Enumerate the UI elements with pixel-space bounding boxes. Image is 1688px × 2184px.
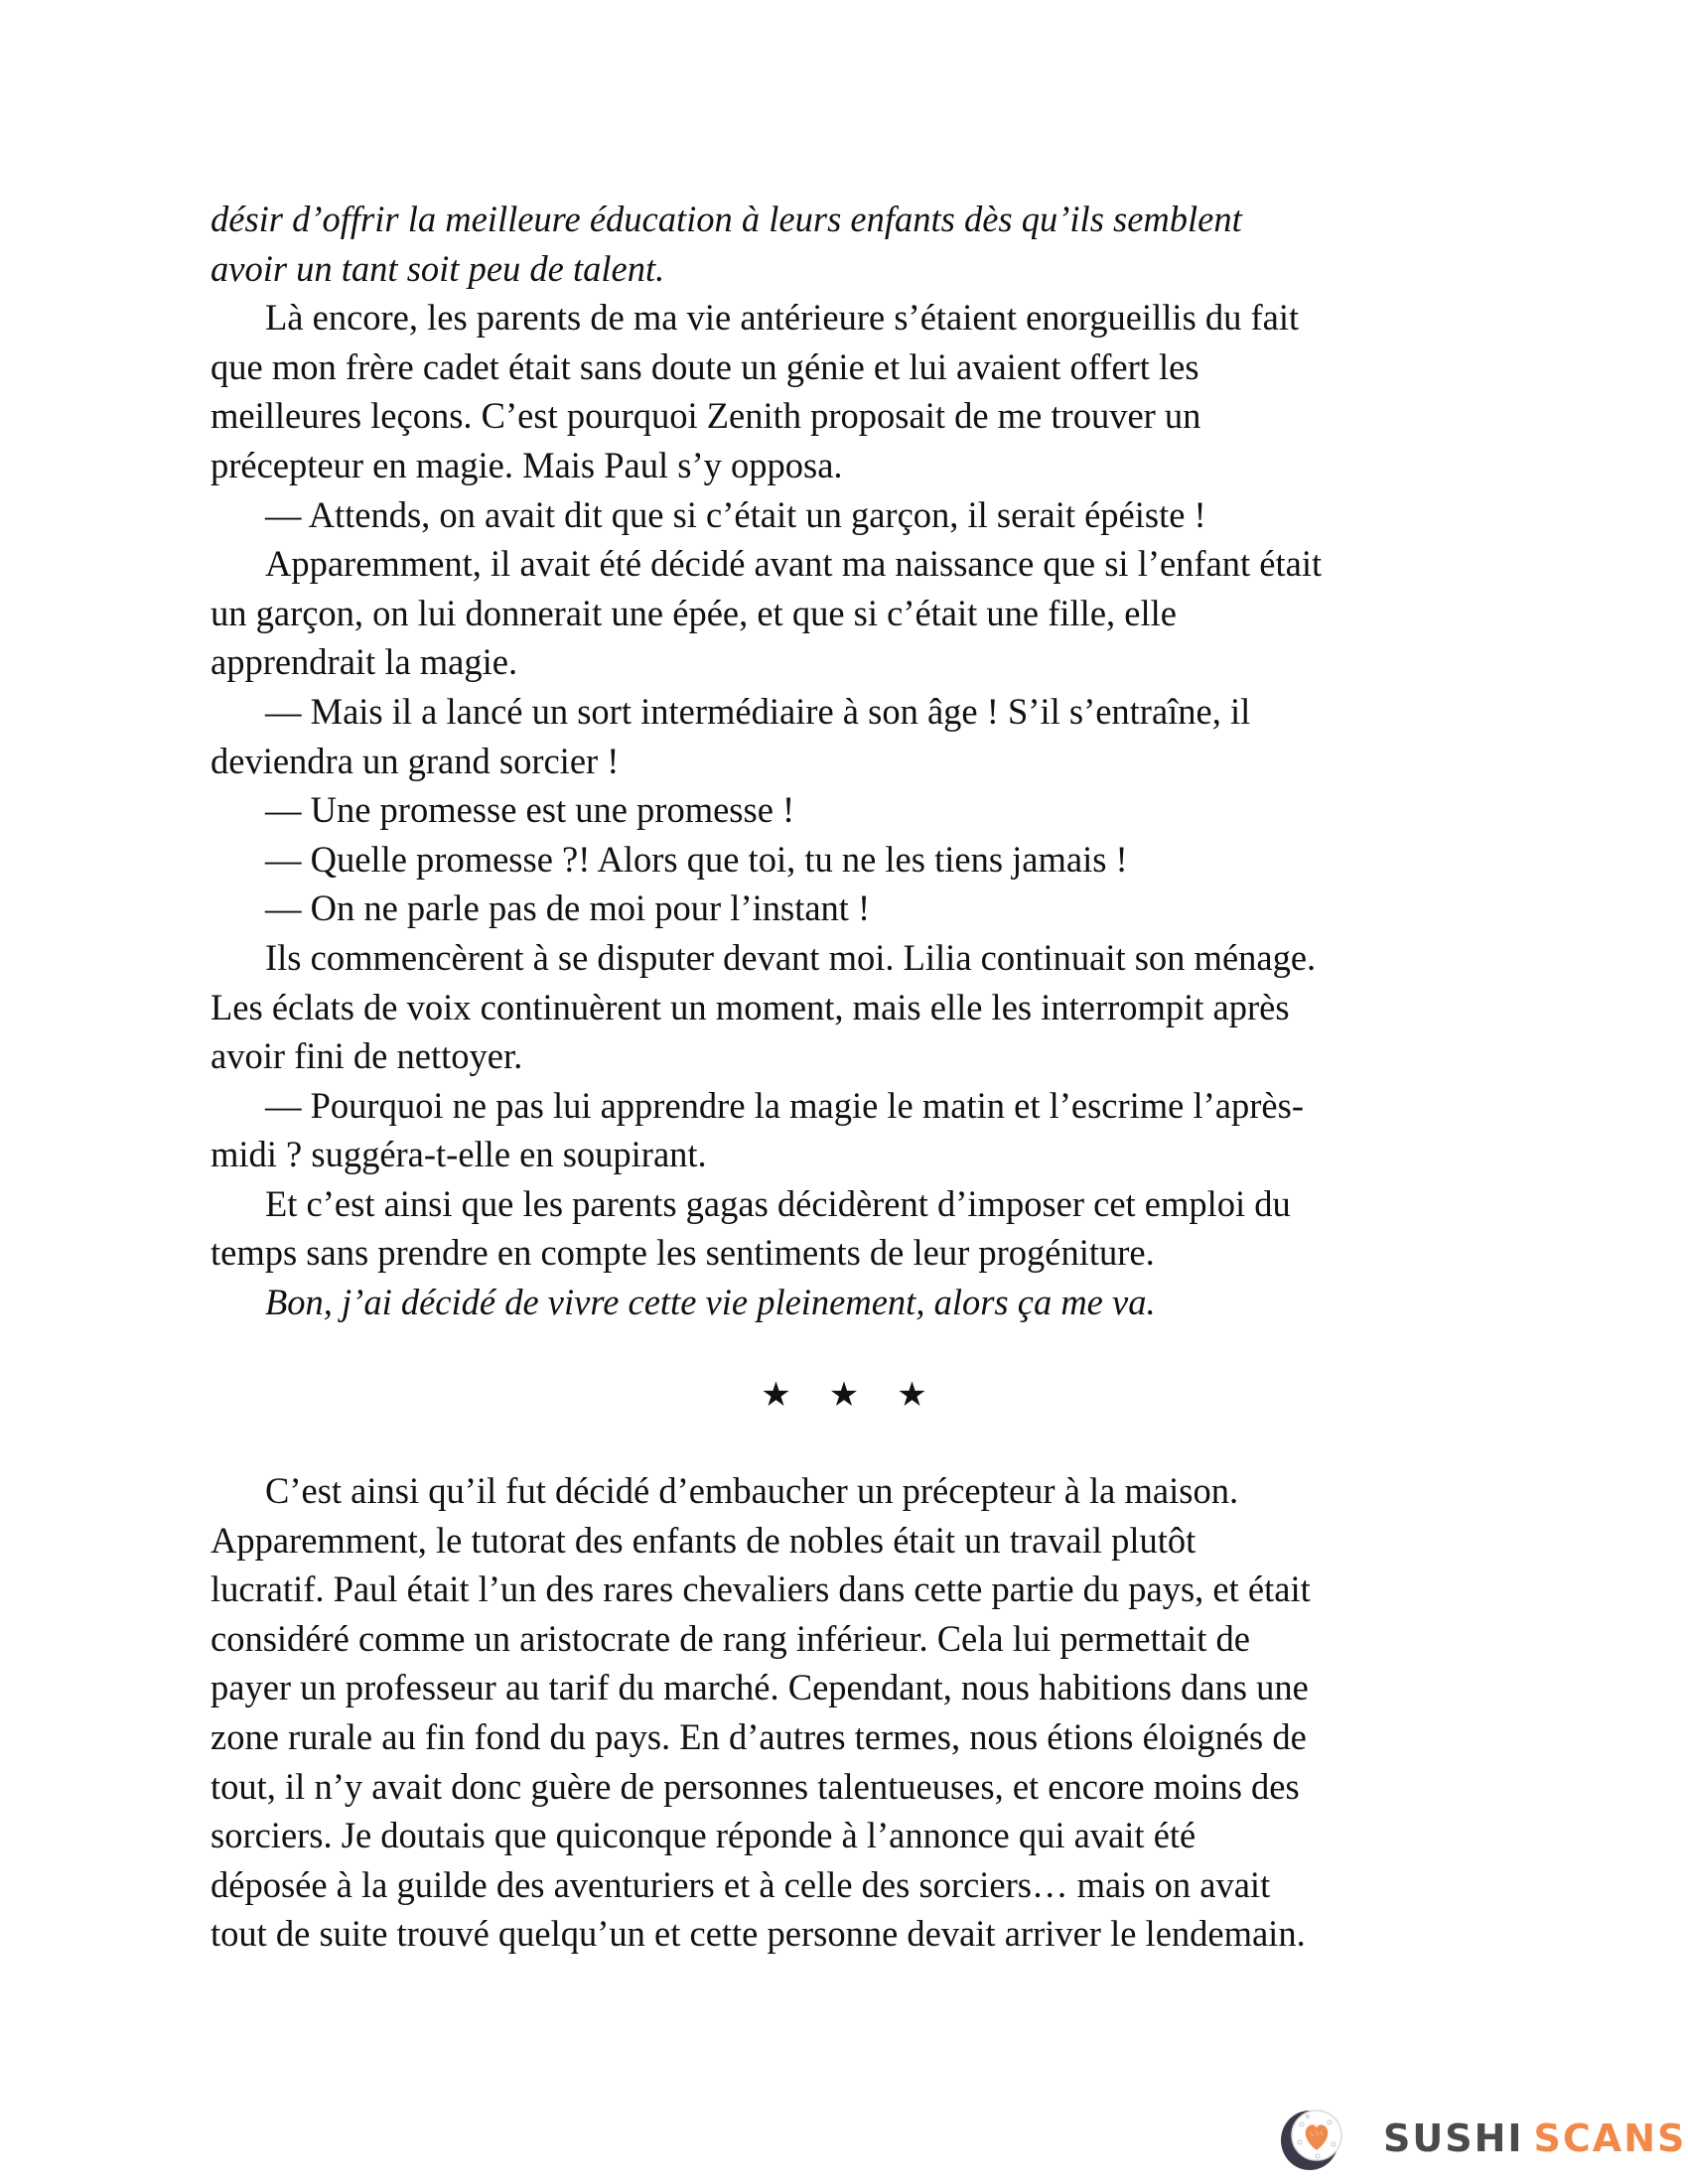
text-line: payer un professeur au tarif du marché. Cependant, nous habitions dans une <box>211 1667 1309 1708</box>
text-line: que mon frère cadet était sans doute un génie et lui avaient offert les <box>211 345 1199 387</box>
text-line: C’est ainsi qu’il fut décidé d’embaucher un précepteur à la maison. <box>265 1470 1239 1511</box>
text-line: zone rurale au fin fond du pays. En d’autres termes, nous étions éloignés de <box>211 1715 1307 1757</box>
star-icon: ★ <box>761 1375 791 1415</box>
text-line: tout, il n’y avait donc guère de personnes talentueuses, et encore moins des <box>211 1765 1300 1807</box>
text-line: temps sans prendre en compte les sentiments de leur progéniture. <box>211 1232 1155 1274</box>
text-line: — Quelle promesse ?! Alors que toi, tu ne les tiens jamais ! <box>265 838 1128 880</box>
text-line: — On ne parle pas de moi pour l’instant ! <box>265 887 871 929</box>
text-line: Et c’est ainsi que les parents gagas décidèrent d’imposer cet emploi du <box>265 1182 1291 1224</box>
text-line: Apparemment, le tutorat des enfants de nobles était un travail plutôt <box>211 1519 1196 1561</box>
section-2 <box>211 1466 1491 1959</box>
text-line: — Pourquoi ne pas lui apprendre la magie le matin et l’escrime l’après- <box>265 1084 1304 1126</box>
text-line: Ils commencèrent à se disputer devant moi. Lilia continuait son ménage. <box>265 936 1317 978</box>
text-line: avoir fini de nettoyer. <box>211 1035 523 1077</box>
text-line: meilleures leçons. C’est pourquoi Zenith proposait de me trouver un <box>211 395 1201 437</box>
logo-word-scans: SCANS <box>1533 2116 1687 2160</box>
text-line: Là encore, les parents de ma vie antérieure s’étaient enorgueillis du fait <box>265 297 1300 339</box>
text-line: sorciers. Je doutais que quiconque réponde à l’annonce qui avait été <box>211 1815 1196 1856</box>
text-line: — Attends, on avait dit que si c’était un garçon, il serait épéiste ! <box>265 493 1206 535</box>
text-line: lucratif. Paul était l’un des rares chevaliers dans cette partie du pays, et était <box>211 1569 1311 1610</box>
text-line: avoir un tant soit peu de talent. <box>211 247 665 289</box>
star-icon: ★ <box>828 1375 860 1415</box>
text-line: considéré comme un aristocrate de rang inférieur. Cela lui permettait de <box>211 1617 1250 1659</box>
section-1 <box>211 195 1491 1327</box>
text-line: désir d’offrir la meilleure éducation à leurs enfants dès qu’ils semblent <box>211 199 1242 239</box>
section-separator <box>0 1375 1688 1415</box>
text-line: deviendra un grand sorcier ! <box>211 740 620 781</box>
text-line: précepteur en magie. Mais Paul s’y opposa. <box>211 444 843 485</box>
text-line: midi ? suggéra-t-elle en soupirant. <box>211 1134 707 1175</box>
text-line: déposée à la guilde des aventuriers et à celle des sorciers… mais on avait <box>211 1863 1271 1905</box>
text-line: Les éclats de voix continuèrent un moment, mais elle les interrompit après <box>211 986 1290 1027</box>
sushi-roll-icon <box>1274 2103 1353 2172</box>
logo-wordmark <box>1383 2116 1686 2160</box>
text-line: apprendrait la magie. <box>211 641 518 683</box>
text-line: — Une promesse est une promesse ! <box>265 789 795 831</box>
logo-word-sushi: SUSHI <box>1383 2116 1524 2160</box>
star-icon: ★ <box>897 1375 927 1415</box>
text-line: un garçon, on lui donnerait une épée, et que si c’était une fille, elle <box>211 592 1177 633</box>
text-line: — Mais il a lancé un sort intermédiaire à son âge ! S’il s’entraîne, il <box>265 690 1251 732</box>
text-line: Apparemment, il avait été décidé avant ma naissance que si l’enfant était <box>265 543 1323 585</box>
text-line: tout de suite trouvé quelqu’un et cette personne devait arriver le lendemain. <box>211 1913 1306 1955</box>
text-line: Bon, j’ai décidé de vivre cette vie pleinement, alors ça me va. <box>265 1282 1156 1323</box>
sushi-scans-logo <box>1274 2103 1687 2172</box>
